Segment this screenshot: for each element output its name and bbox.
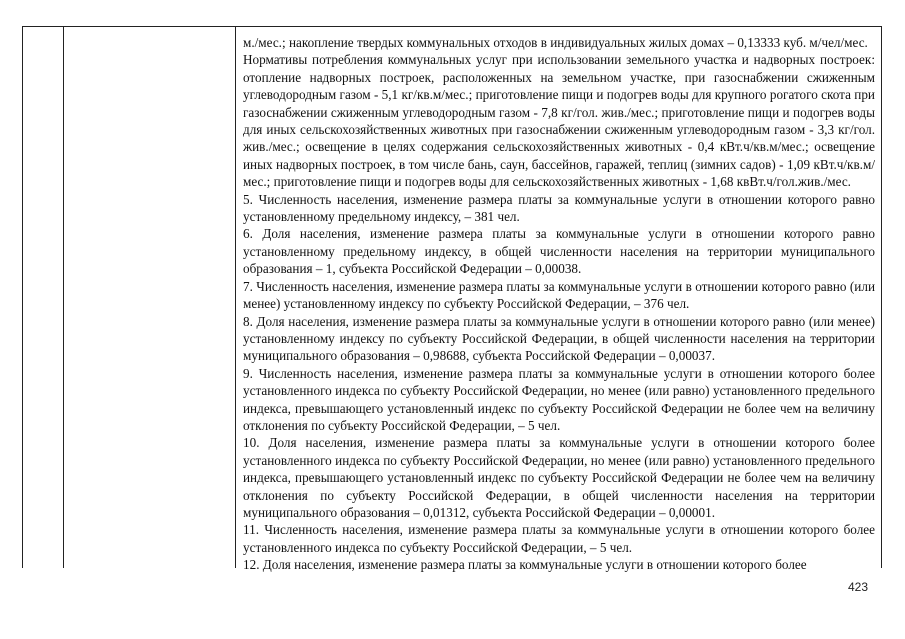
paragraph-10: 10. Доля населения, изменение размера платы за коммунальные услуги в отношении которого более установленного индекса по субъекту Российской Федерации, но менее (или равно) установленного предельного индекса, превышающего установленный индекс по субъекту Российской Федерации не более чем на величину отклонения по субъекту Российской Федерации, в общей численности населения на территории муниципального образования – 0,01312, субъекта Российской Федерации – 0,00001. [243, 435, 875, 520]
column-divider-1 [63, 27, 64, 568]
text-continuation: м./мес.; накопление твердых коммунальных отходов в индивидуальных жилых домах – 0,13333 куб. м/чел/мес. [243, 35, 868, 50]
document-table [22, 26, 882, 573]
paragraph-8: 8. Доля населения, изменение размера платы за коммунальные услуги в отношении которого равно (или менее) установленному индексу по субъекту Российской Федерации, в общей численности населения на территории муниципального образования – 0,98688, субъекта Российской Федерации – 0,00037. [243, 313, 875, 364]
paragraph-5: 5. Численность населения, изменение размера платы за коммунальные услуги в отношении которого равно установленному предельному индексу, – 381 чел. [243, 191, 875, 225]
paragraph-norms: Нормативы потребления коммунальных услуг при использовании земельного участка и надворных построек: отопление надворных построек, расположенных на земельном участке, при газоснабжении сжиженным углеводородным газом - 5,1 кг/кв.м/мес.; приготовление пищи и подогрев воды для крупного рогатого скота при газоснабжении сжиженным углеводородным газом - 7,8 кг/гол. жив./мес.; приготовление пищи и подогрев воды для иных сельскохозяйственных животных при газоснабжении сжиженным углеводородным газом - 3,3 кг/гол. жив./мес.; освещение в целях содержания сельскохозяйственных животных - 0,4 кВт.ч/кв.м/мес.; освещение иных надворных построек, в том числе бань, саун, бассейнов, гаражей, теплиц (зимних садов) - 1,09 кВт.ч/кв.м/мес.; приготовление пищи и подогрев воды для сельскохозяйственных животных - 1,68 квВт.ч/гол.жив./мес. [243, 52, 875, 190]
paragraph-6: 6. Доля населения, изменение размера платы за коммунальные услуги в отношении которого равно установленному предельному индексу, в общей численности населения на территории муниципального образования – 1, субъекта Российской Федерации – 0,00038. [243, 226, 875, 277]
page-number: 423 [847, 580, 868, 594]
paragraph-9: 9. Численность населения, изменение размера платы за коммунальные услуги в отношении которого более установленного индекса по субъекту Российской Федерации, но менее (или равно) установленного предельного индекса, превышающего установленный индекс по субъекту Российской Федерации не более чем на величину отклонения по субъекту Российской Федерации, – 5 чел. [243, 365, 875, 433]
paragraph-11: 11. Численность населения, изменение размера платы за коммунальные услуги в отношении которого более установленного индекса по субъекту Российской Федерации, – 5 чел. [243, 522, 875, 555]
paragraph-12: 12. Доля населения, изменение размера платы за коммунальные услуги в отношении которого более [243, 557, 807, 573]
paragraph-7: 7. Численность населения, изменение размера платы за коммунальные услуги в отношении которого равно (или менее) установленному индексу по субъекту Российской Федерации, – 376 чел. [243, 278, 875, 312]
column-divider-2 [235, 27, 236, 568]
table-cell-content [243, 34, 875, 574]
